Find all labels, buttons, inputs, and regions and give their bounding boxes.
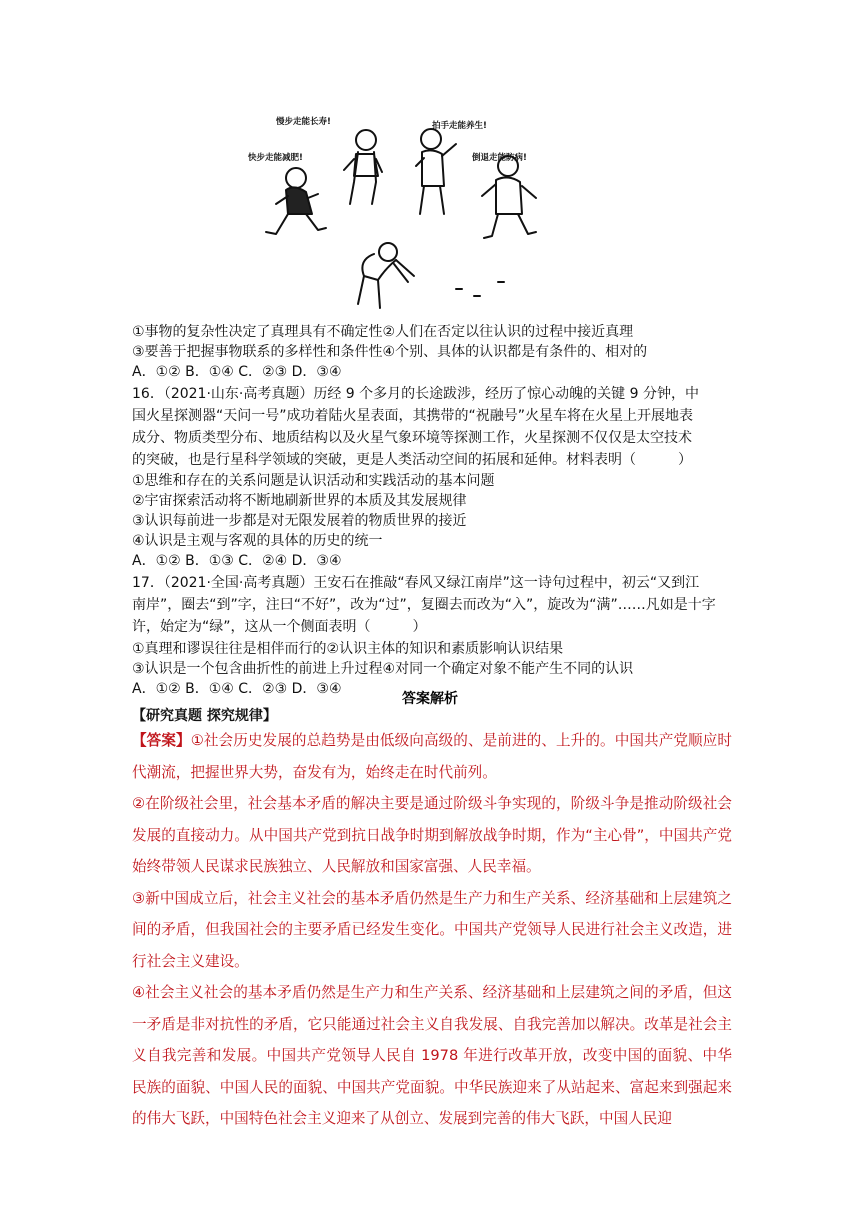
- q17-options-line2: ③认识是一个包含曲折性的前进上升过程④对同一个确定对象不能产生不同的认识: [132, 661, 634, 677]
- answer-paragraph-1: 【答案】①社会历史发展的总趋势是由低级向高级的、是前进的、上升的。中国共产党顺应时代潮流，把握世界大势，奋发有为，始终走在时代前列。: [132, 732, 732, 781]
- bubble-slow-walk: 慢步走能长寿!: [276, 117, 331, 127]
- q15-options-line2: ③要善于把握事物联系的多样性和条件性④个别、具体的认识都是有条件的、相对的: [132, 344, 648, 360]
- q16-stem-line1: 16．（2021·山东·高考真题）历经 9 个多月的长途跋涉，经历了惊心动魄的关键 9 分钟，中: [132, 386, 699, 402]
- q16-option-1: ①思维和存在的关系问题是认识活动和实践活动的基本问题: [132, 473, 495, 489]
- walking-people-cartoon: [246, 104, 546, 318]
- q16-stem-line4: 的突破，也是行星科学领域的突破，更是人类活动空间的拓展和延伸。材料表明（ ）: [132, 452, 692, 468]
- section-title: 【研究真题 探究规律】: [132, 708, 277, 724]
- q17-stem-line1: 17．（2021·全国·高考真题）王安石在推敲“春风又绿江南岸”这一诗句过程中，初云“又到江: [132, 575, 700, 591]
- q16-option-3: ③认识每前进一步都是对无限发展着的物质世界的接近: [132, 513, 467, 529]
- q17-stem-line3: 许，始定为“绿”，这从一个侧面表明（ ）: [132, 619, 427, 635]
- bubble-clap-walk: 拍手走能养生!: [432, 121, 487, 131]
- answer-paragraph-4: ④社会主义社会的基本矛盾仍然是生产力和生产关系、经济基础和上层建筑之间的矛盾，但这一矛盾是非对抗性的矛盾，它只能通过社会主义自我发展、自我完善加以解决。改革是社会主义自我完善和发展。中国共产党领导人民自 1978 年进行改革开放，改变中国的面貌、中华民族的面貌、中国人民的面貌、中国共产党面貌。中华民族迎来了从站起来、富起来到强起来的伟大飞跃，中国特色社会主义迎来了从创立、发展到完善的伟大飞跃，中国人民迎: [132, 984, 732, 1127]
- bubble-fast-walk: 快步走能减肥!: [248, 153, 303, 163]
- bubble-backward-walk: 倒退走能防病!: [472, 153, 527, 163]
- q16-choices: A．①② B．①③ C．②④ D．③④: [132, 553, 342, 569]
- q17-choices: A．①② B．①④ C．②③ D．③④: [132, 681, 342, 697]
- answer-paragraph-2: ②在阶级社会里，社会基本矛盾的解决主要是通过阶级斗争实现的，阶级斗争是推动阶级社会发展的直接动力。从中国共产党到抗日战争时期到解放战争时期，作为“主心骨”，中国共产党始终带领人民谋求民族独立、人民解放和国家富强、人民幸福。: [132, 795, 732, 875]
- answer-title: 答案解析: [402, 691, 458, 707]
- q17-options-line1: ①真理和谬误往往是相伴而行的②认识主体的知识和素质影响认识结果: [132, 641, 564, 657]
- answer-label: 【答案】: [132, 732, 191, 749]
- answer-body: [132, 725, 732, 1135]
- q16-option-2: ②宇宙探索活动将不断地刷新世界的本质及其发展规律: [132, 493, 467, 509]
- q17-stem-line2: 南岸”，圈去“到”字，注曰“不好”，改为“过”，复圈去而改为“入”，旋改为“满”……凡如是十字: [132, 597, 716, 613]
- q16-option-4: ④认识是主观与客观的具体的历史的统一: [132, 533, 383, 549]
- q15-options-line1: ①事物的复杂性决定了真理具有不确定性②人们在否定以往认识的过程中接近真理: [132, 324, 634, 340]
- q15-choices: A．①② B．①④ C．②③ D．③④: [132, 364, 342, 380]
- q16-stem-line3: 成分、物质类型分布、地质结构以及火星气象环境等探测工作，火星探测不仅仅是太空技术: [132, 430, 692, 446]
- q16-stem-line2: 国火星探测器“天问一号”成功着陆火星表面，其携带的“祝融号”火星车将在火星上开展地表: [132, 408, 694, 424]
- answer-paragraph-3: ③新中国成立后，社会主义社会的基本矛盾仍然是生产力和生产关系、经济基础和上层建筑之间的矛盾，但我国社会的主要矛盾已经发生变化。中国共产党领导人民进行社会主义改造，进行社会主义建设。: [132, 889, 732, 970]
